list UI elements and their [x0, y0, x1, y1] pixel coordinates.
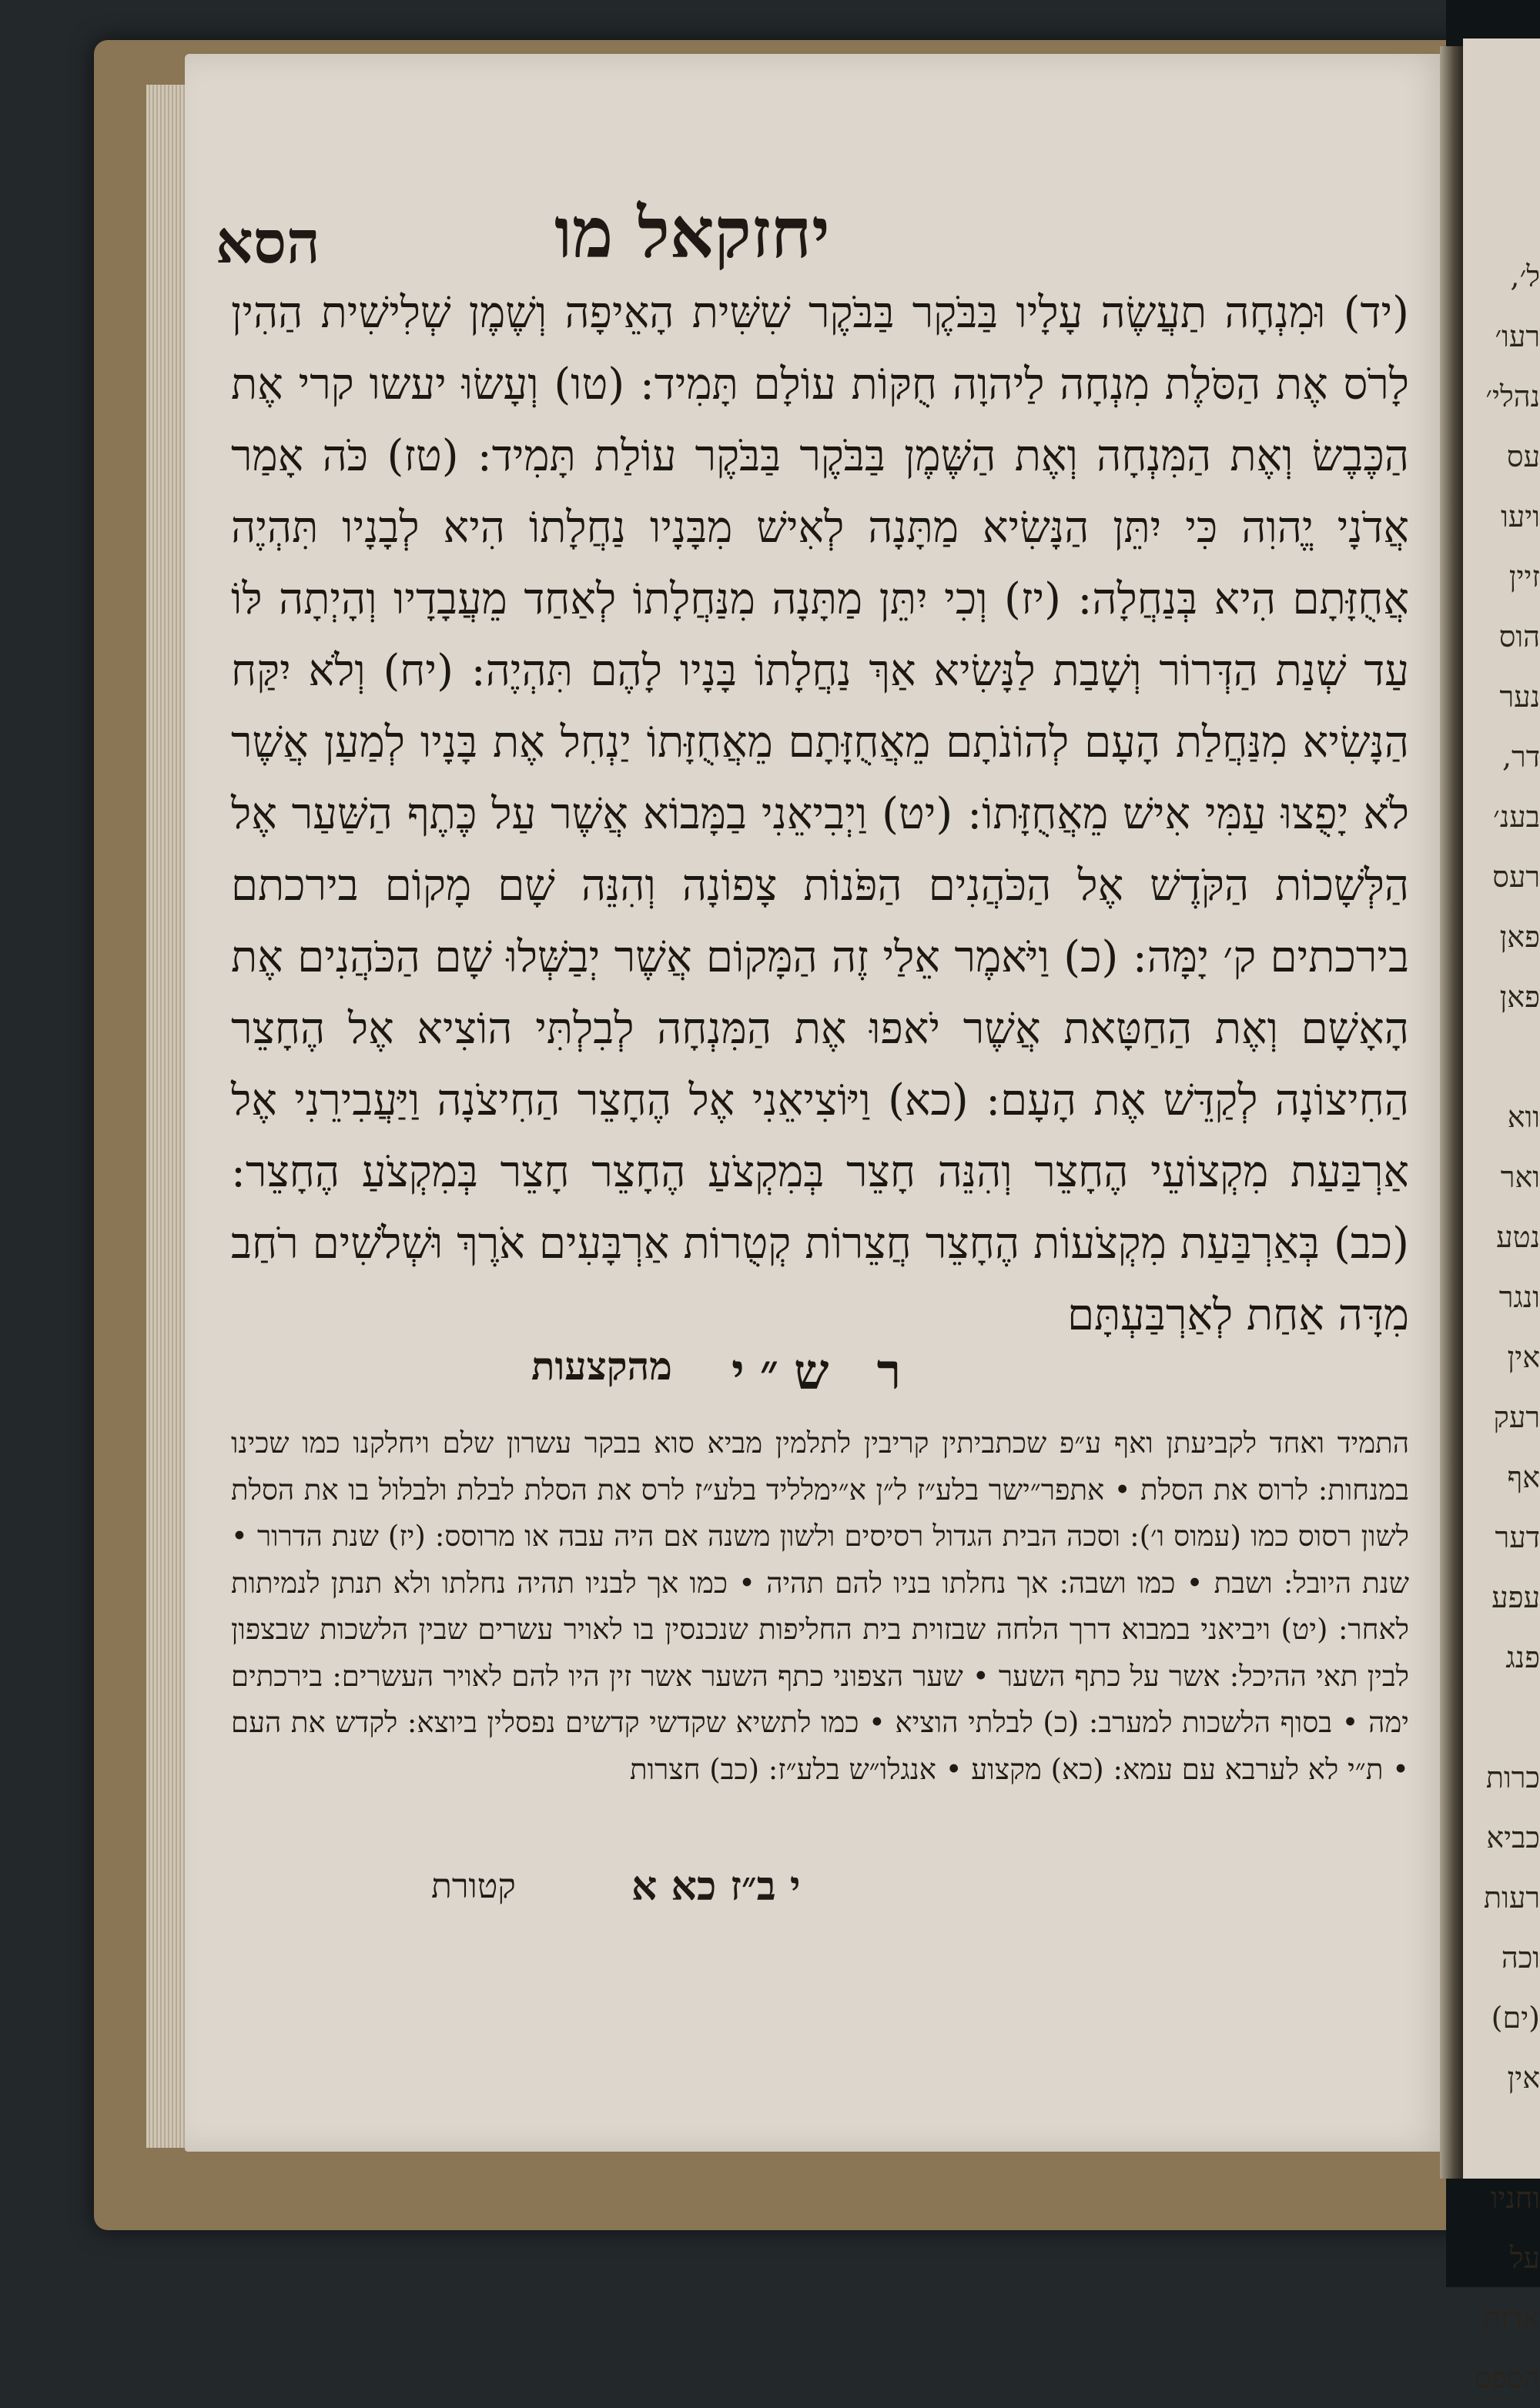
facing-page-fragment: אין [1507, 2061, 1540, 2095]
facing-page-fragment: הוס [1498, 620, 1540, 654]
facing-page-fragment: אדות [1483, 2301, 1540, 2335]
rashi-commentary: התמיד ואחד לקביעתן ואף ע״פ שכתביתין קריבין לתלמין מביא סוא בבקר עשרון שלם ויחלקנו כמו שכינו במנחות: לרוס את הסלת • אתפר״ישר בלע״ז ל״ן א״ימלליד בלע״ז לרס את הסלת לבלת ולבלול בו את הסלת לשון רסוס כמו (עמוס ו׳): וסכה הבית הגדול רסיסים ולשון משנה אם היה עבה או מרוסס: (יז) שנת הדרור • שנת היובל: ושבת • כמו ושבה: אך נחלתו בניו להם תהיה • כמו אך לבניו תהיה נחלתו ולא תנתן לנמיתות לאחר: (יט) ויביאני במבוא דרך הלחה שבזוית בית החליפות שנכנסין בו לאויר עשרים שבין הלשכות שבצפון לבין תאי ההיכל: אשר על כתף השער • שער הצפוני כתף השער אשר זין היו להם לאויר העשרים: בירכתים ימה • בסוף הלשכות למערב: (כ) לבלתי הוציא • כמו לתשיא שקדשי קדשים נפסלין ביוצא: לקדש את העם • ת״י לא לערבא עם עמא: (כא) מקצוע • אנגלו״ש בלע״ז: (כב) חצרות [231, 1426, 1409, 1786]
facing-page-fragment: רעס [1492, 860, 1540, 894]
facing-page-fragment: נהלי׳ [1485, 380, 1540, 413]
facing-page-fragment [1482, 1687, 1540, 1747]
facing-page-fragment: אין [1507, 1340, 1540, 1374]
facing-page-fragment: ואר [1500, 1160, 1540, 1194]
facing-page-fragment: (ים) [1491, 2001, 1540, 2035]
facing-page-fragment: פאן [1499, 980, 1540, 1014]
facing-page-fragment: הספס [1475, 2361, 1540, 2395]
page-number: הסא [216, 208, 320, 276]
facing-page-fragment: עפע [1491, 1580, 1540, 1614]
rashi-catchword: מהקצעות [531, 1343, 672, 1389]
footer-catchword: קטורת [431, 1867, 516, 1906]
rashi-heading [231, 1343, 1409, 1405]
facing-page-fragment: רעק [1493, 1400, 1540, 1434]
running-title: יחזקאל מו [554, 192, 830, 274]
facing-page-fragment: בענ׳ [1493, 800, 1540, 834]
facing-page-fragment: רעות [1483, 1881, 1540, 1915]
facing-page-text [1475, 246, 1540, 2395]
main-text-block: (יד) וּמִנְחָה תַעֲשֶׂה עָלָיו בַּבֹּקֶר בַּבֹּקֶר שִׁשִּׁית הָאֵיפָה וְשֶׁמֶן שְׁלִישִׁית הַהִין לָרֹס אֶת הַסֹּלֶת מִנְחָה לַיהוָה חֻקּוֹת עוֹלָם תָּמִיד: (טו) וְעָשׂוּ יעשו קרי אֶת הַכֶּבֶשׂ וְאֶת הַמִּנְחָה וְאֶת הַשֶּׁמֶן בַּבֹּקֶר בַּבֹּקֶר עוֹלַת תָּמִיד: (טז) כֹּה אָמַר אֲדֹנָי יֱהוִה כִּי יִתֵּן הַנָּשִׂיא מַתָּנָה לְאִישׁ מִבָּנָיו נַחֲלָתוֹ הִיא לְבָנָיו תִּהְיֶה אֲחֻזָּתָם הִיא בְּנַחֲלָה: (יז) וְכִי יִתֵּן מַתָּנָה מִנַּחֲלָתוֹ לְאַחַד מֵעֲבָדָיו וְהָיְתָה לּוֹ עַד שְׁנַת הַדְּרוֹר וְשָׁבַת לַנָּשִׂיא אַךְ נַחֲלָתוֹ בָּנָיו לָהֶם תִּהְיֶה: (יח) וְלֹא יִקַּח הַנָּשִׂיא מִנַּחֲלַת הָעָם לְהוֹנֹתָם מֵאֲחֻזָּתָם מֵאֲחֻזָּתוֹ יַנְחִל אֶת בָּנָיו לְמַעַן אֲשֶׁר לֹא יָפֻצוּ עַמִּי אִישׁ מֵאֲחֻזָּתוֹ: (יט) וַיְבִיאֵנִי בַמָּבוֹא אֲשֶׁר עַל כֶּתֶף הַשַּׁעַר אֶל הַלְּשָׁכוֹת הַקֹּדֶשׁ אֶל הַכֹּהֲנִים הַפֹּנוֹת צָפוֹנָה וְהִנֵּה שָׁם מָקוֹם בירכתם בירכתים ק׳ יָמָּה: (כ) וַיֹּאמֶר אֵלַי זֶה הַמָּקוֹם אֲשֶׁר יְבַשְּׁלוּ שָׁם הַכֹּהֲנִים אֶת הָאָשָׁם וְאֶת הַחַטָּאת אֲשֶׁר יֹאפוּ אֶת הַמִּנְחָה לְבִלְתִּי הוֹצִיא אֶל הֶחָצֵר הַחִיצוֹנָה לְקַדֵּשׁ אֶת הָעָם: (כא) וַיּוֹצִיאֵנִי אֶל הֶחָצֵר הַחִיצֹנָה וַיַּעֲבִירֵנִי אֶל אַרְבַּעַת מִקְצוֹעֵי הֶחָצֵר וְהִנֵּה חָצֵר בְּמִקְצֹעַ הֶחָצֵר חָצֵר בְּמִקְצֹעַ הֶחָצֵר: (כב) בְּאַרְבַּעַת מִקְצֹעוֹת הֶחָצֵר חֲצֵרוֹת קְטֻרוֹת אַרְבָּעִים אֹרֶךְ וּשְׁלֹשִׁים רֹחַב מִדָּה אַחַת לְאַרְבַּעְתָּם [231, 288, 1410, 1340]
facing-page-fragment [1482, 1027, 1540, 1087]
facing-page-fragment: זיין [1508, 560, 1540, 594]
facing-page-fragment: פנג [1505, 1640, 1540, 1674]
printer-signature: י ב״ז כא א [631, 1863, 801, 1910]
rashi-title: ר ש״י [732, 1343, 917, 1401]
facing-page-fragment: עס [1506, 440, 1540, 473]
facing-page-fragment: רעו׳ [1495, 319, 1540, 353]
facing-page-fragment: וחניו [1490, 2181, 1540, 2215]
facing-page-fragment [1482, 2108, 1540, 2168]
facing-page-fragment: ונגר [1498, 1280, 1540, 1314]
facing-page-fragment: על [1509, 2241, 1540, 2275]
facing-page-fragment: דר, [1502, 740, 1540, 774]
facing-page-fragment: כרות [1485, 1761, 1540, 1794]
facing-page-fragment: דער [1495, 1520, 1540, 1554]
page-footer [431, 1863, 1201, 1917]
facing-page-fragment: פאן [1499, 920, 1540, 954]
facing-page-fragment: ווא [1507, 1100, 1540, 1134]
page-header [216, 192, 1401, 277]
facing-page-fragment: וכה [1501, 1941, 1540, 1975]
facing-page-fragment: נטע [1496, 1220, 1540, 1254]
facing-page-fragment: כביא [1486, 1821, 1540, 1854]
book-gutter [1440, 46, 1463, 2179]
facing-page-fragment: אף [1507, 1460, 1540, 1494]
facing-page-fragment: ויעו [1501, 500, 1540, 533]
facing-page-fragment: נער [1499, 680, 1540, 714]
facing-page-fragment: ל׳, [1510, 259, 1540, 293]
